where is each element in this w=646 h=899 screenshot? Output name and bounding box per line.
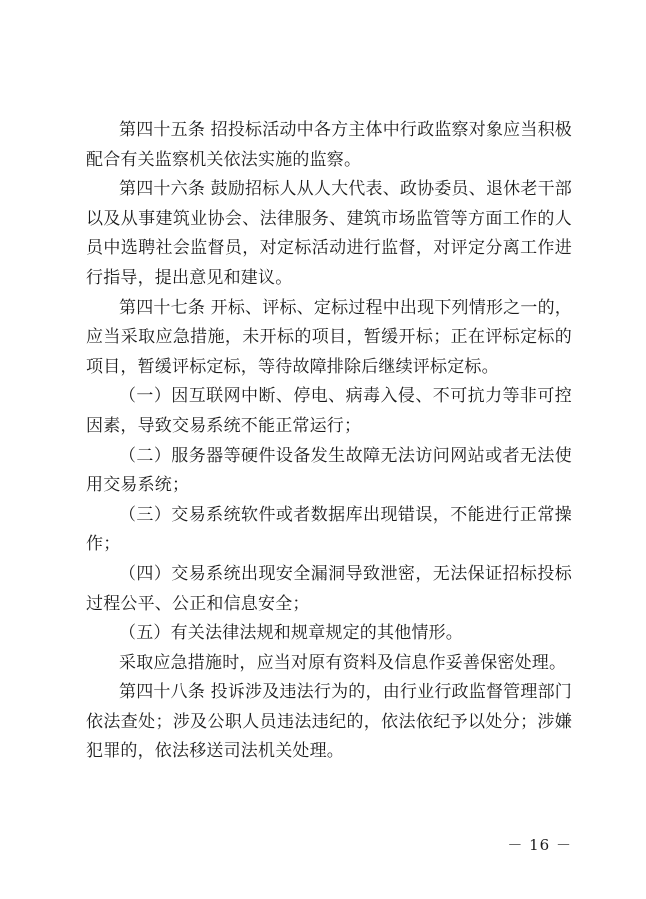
article-48-paragraph: 第四十八条 投诉涉及违法行为的，由行业行政监督管理部门依法查处；涉及公职人员违法违纪的，依法依纪予以处分；涉嫌犯罪的，依法移送司法机关处理。 [86,682,572,762]
article-46-paragraph: 第四十六条 鼓励招标人从人大代表、政协委员、退休老干部以及从事建筑业协会、法律服务、建筑市场监管等方面工作的人员中选聘社会监督员，对定标活动进行监督，对评定分离工作进行指导，提出意见和建议。 [86,179,572,288]
document-body [86,116,572,767]
article-47-item-1: （一）因互联网中断、停电、病毒入侵、不可抗力等非可控因素，导致交易系统不能正常运行； [86,386,572,436]
article-47-paragraph: 第四十七条 开标、评标、定标过程中出现下列情形之一的，应当采取应急措施，未开标的项目，暂缓开标；正在评标定标的项目，暂缓评标定标，等待故障排除后继续评标定标。 [86,297,572,377]
article-45-paragraph: 第四十五条 招投标活动中各方主体中行政监察对象应当积极配合有关监察机关依法实施的监察。 [86,120,572,170]
article-47-item-3: （三）交易系统软件或者数据库出现错误，不能进行正常操作； [86,504,572,555]
article-47-item-5: （五）有关法律法规和规章规定的其他情形。 [119,623,463,644]
page-number: － 16 － [507,836,572,854]
article-47-item-2: （二）服务器等硬件设备发生故障无法访问网站或者无法使用交易系统； [86,445,572,496]
emergency-measures-paragraph: 采取应急措施时，应当对原有资料及信息作妥善保密处理。 [119,652,567,673]
article-47-item-4: （四）交易系统出现安全漏洞导致泄密，无法保证招标投标过程公平、公正和信息安全； [86,563,572,614]
